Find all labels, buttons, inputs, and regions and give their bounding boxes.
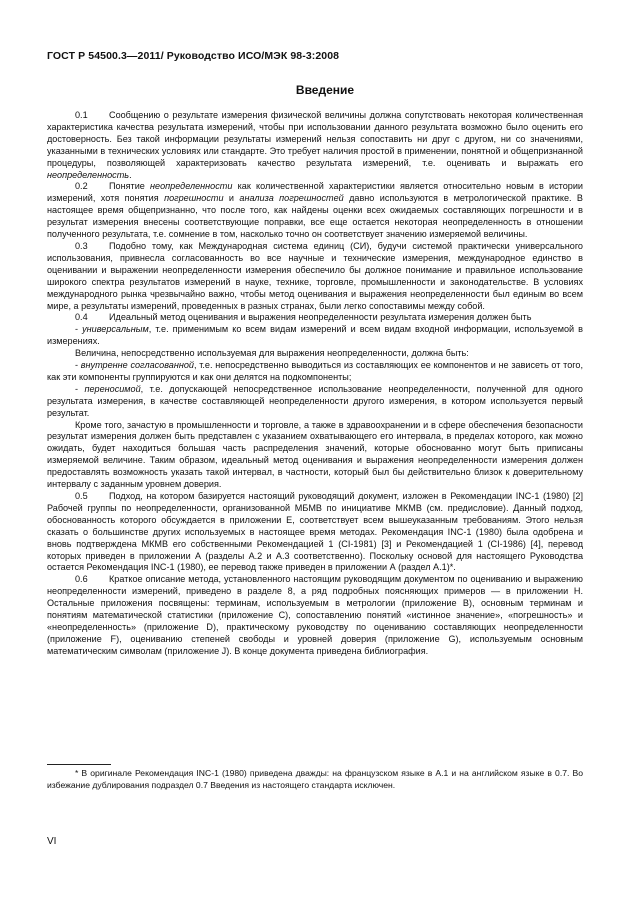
text-run: Сообщению о результате измерения физической величины должна сопутствовать некоторая количественная характеристика качества результата измерений, чтобы при использовании данного результата возможно было оценить его достоверность. Без такой информации результаты измерений нельзя сопоставить ни друг с другом, ни со значениями, указанными в технических условиях или стандарте. Это требует наличия простой в применении, понятной и общепризнанной процедуры, позволяющей характеризовать качество результата измерений, т.е. оценивать и выражать его — [47, 110, 583, 168]
italic-term: универсальным — [82, 324, 149, 335]
paragraph — [47, 241, 583, 312]
italic-term: переносимой — [84, 383, 141, 394]
text-run: как количественной характеристики является относительно новым в истории измерений, хотя понятия — [47, 181, 584, 204]
footnote-text: * В оригинале Рекомендация INC-1 (1980) приведена дважды: на французском языке в А.1 и на английском языке в 0.7. Во избежание дублирования подраздел 0.7 Введения из настоящего стандарта исключен. — [47, 768, 583, 790]
section-title: Введение — [295, 83, 355, 97]
text-run: Величина, непосредственно используемая для выражения неопределенности, должна быть: — [75, 348, 469, 359]
paragraph — [47, 574, 583, 657]
text-run: Краткое описание метода, установленного настоящим руководящим документом по оцениванию и выражению неопределенности измерений, приведено в разделе 8, а ряд подробных поясняющих примеров — в приложении Н. Остальные приложения посвящены: терминам, используемым в метрологии (приложение В), основным терминам и понятиям математической статистики (приложение С), сопоставлению понятий «истинное значение», «погрешность» и «неопределенность» (приложение D), практическому руководству по оцениванию составляющих неопределенности (приложение F), оцениванию степеней свободы и уровней доверия (приложение G), используемым основным математическим символам (приложение J). В конце документа приведена библиография. — [47, 574, 583, 656]
footnote — [47, 768, 583, 791]
paragraph — [47, 181, 583, 241]
paragraph-number: 0.1 — [75, 110, 88, 120]
paragraph-number: 0.5 — [75, 491, 88, 501]
paragraph — [47, 420, 583, 491]
text-run: , т.е. применимым ко всем видам измерений и всем видам входной информации, используемой в измерениях. — [47, 324, 583, 347]
paragraph — [47, 384, 583, 420]
text-run: давно используются в метрологической практике. В настоящее время общепризнанно, что после того, как найдены оценки всех ожидаемых составляющих погрешности и в результат измерения внесены соответствующие поправки, все еще остается некоторая неопределенность в отношении полученного результата, т.е. сомнение в том, насколько точно он соответствует значению измеряемой величины. — [47, 193, 583, 240]
text-run: и — [223, 193, 240, 204]
paragraph — [47, 491, 583, 574]
italic-term: внутренне согласованной — [80, 360, 194, 371]
text-run: Кроме того, зачастую в промышленности и торговле, а также в здравоохранении и в сфере обеспечения безопасности результат измерения должен быть представлен с указанием охватывающего его интервала, в пределах которого, как можно ожидать, будет находиться большая часть распределения значений, которые обоснованно могут быть приписаны измеряемой величине. Таким образом, идеальный метод оценивания и выражения неопределенности измерения должен предоставлять возможность указать такой интервал, в частности, который был бы действительно близок к доверительному интервалу с заданным уровнем доверия. — [47, 419, 583, 490]
paragraph-number: 0.2 — [75, 181, 88, 192]
text-run: . — [129, 169, 132, 180]
section-title-wrap — [0, 81, 630, 99]
italic-term: погрешности — [164, 193, 224, 204]
paragraph-number: 0.4 — [75, 312, 88, 323]
italic-term: неопределенность — [47, 169, 130, 180]
paragraph — [47, 348, 583, 360]
text-run: , т.е. непосредственно выводиться из составляющих ее компонентов и не зависеть от того, как эти компоненты группируются и как они делятся на подкомпоненты; — [47, 360, 584, 382]
text-run: Идеальный метод оценивания и выражения неопределенности результата измерения должен быть — [109, 312, 532, 323]
paragraph — [47, 110, 583, 181]
text-run: - — [75, 383, 85, 394]
running-header: ГОСТ Р 54500.3—2011/ Руководство ИСО/МЭК 98-3:2008 — [47, 50, 340, 62]
text-run: - — [75, 360, 81, 371]
text-run: Понятие — [109, 181, 151, 192]
paragraph — [47, 360, 583, 384]
text-run: Подобно тому, как Международная система единиц (СИ), будучи системой практически универсального использования, привнесла согласованность во все научные и технические измерения, международное единство в оценивании и выражении неопределенности измерения обеспечило бы должное понимание и правильное использование широкого спектра результатов измерений в науке, технике, торговле, промышленности и законодательстве. В условиях международного рынка чрезвычайно важно, чтобы метод оценивания и выражения неопределенности был единым во всем мире, а результаты измерений, проведенных в разных странах, были легко сопоставимы между собой. — [47, 240, 583, 311]
footnote-divider — [47, 764, 111, 765]
page-number: VI — [47, 836, 57, 847]
text-run: - — [75, 324, 83, 335]
paragraph — [47, 312, 583, 324]
text-run: Подход, на котором базируется настоящий руководящий документ, изложен в Рекомендации INC-1 (1980) [2] Рабочей группы по неопределенности, организованной МБМВ по инициативе МКМВ (см. предисловие). Данный подход, обоснованность которого обсуждается в приложении Е, соответствует всем вышеуказанным требованиям. Этого нельзя сказать о большинстве других используемых в настоящее время методах. Рекомендация INC-1 (1980) была одобрена и вновь подтверждена МКМВ его собственными Рекомендацией 1 (CI-1981) [3] и Рекомендацией 1 (CI-1986) [4], перевод которых приведен в приложении А (разделы А.2 и А.3 соответственно). Поскольку основой для настоящего Руководства остается Рекомендация INC-1 (1980), ее перевод также приведен в приложении А (раздел А.1)*. — [47, 491, 583, 573]
paragraph-number: 0.3 — [75, 240, 88, 251]
paragraph-number: 0.6 — [75, 574, 88, 585]
italic-term: анализа погрешностей — [239, 193, 344, 204]
paragraph — [47, 324, 583, 348]
italic-term: неопределенности — [150, 181, 233, 192]
body-text — [47, 110, 583, 658]
text-run: , т.е. допускающей непосредственное использование неопределенности, полученной для одного результата измерения, в качестве составляющей неопределенности другого измерения, в котором используется первый результат. — [47, 383, 583, 418]
